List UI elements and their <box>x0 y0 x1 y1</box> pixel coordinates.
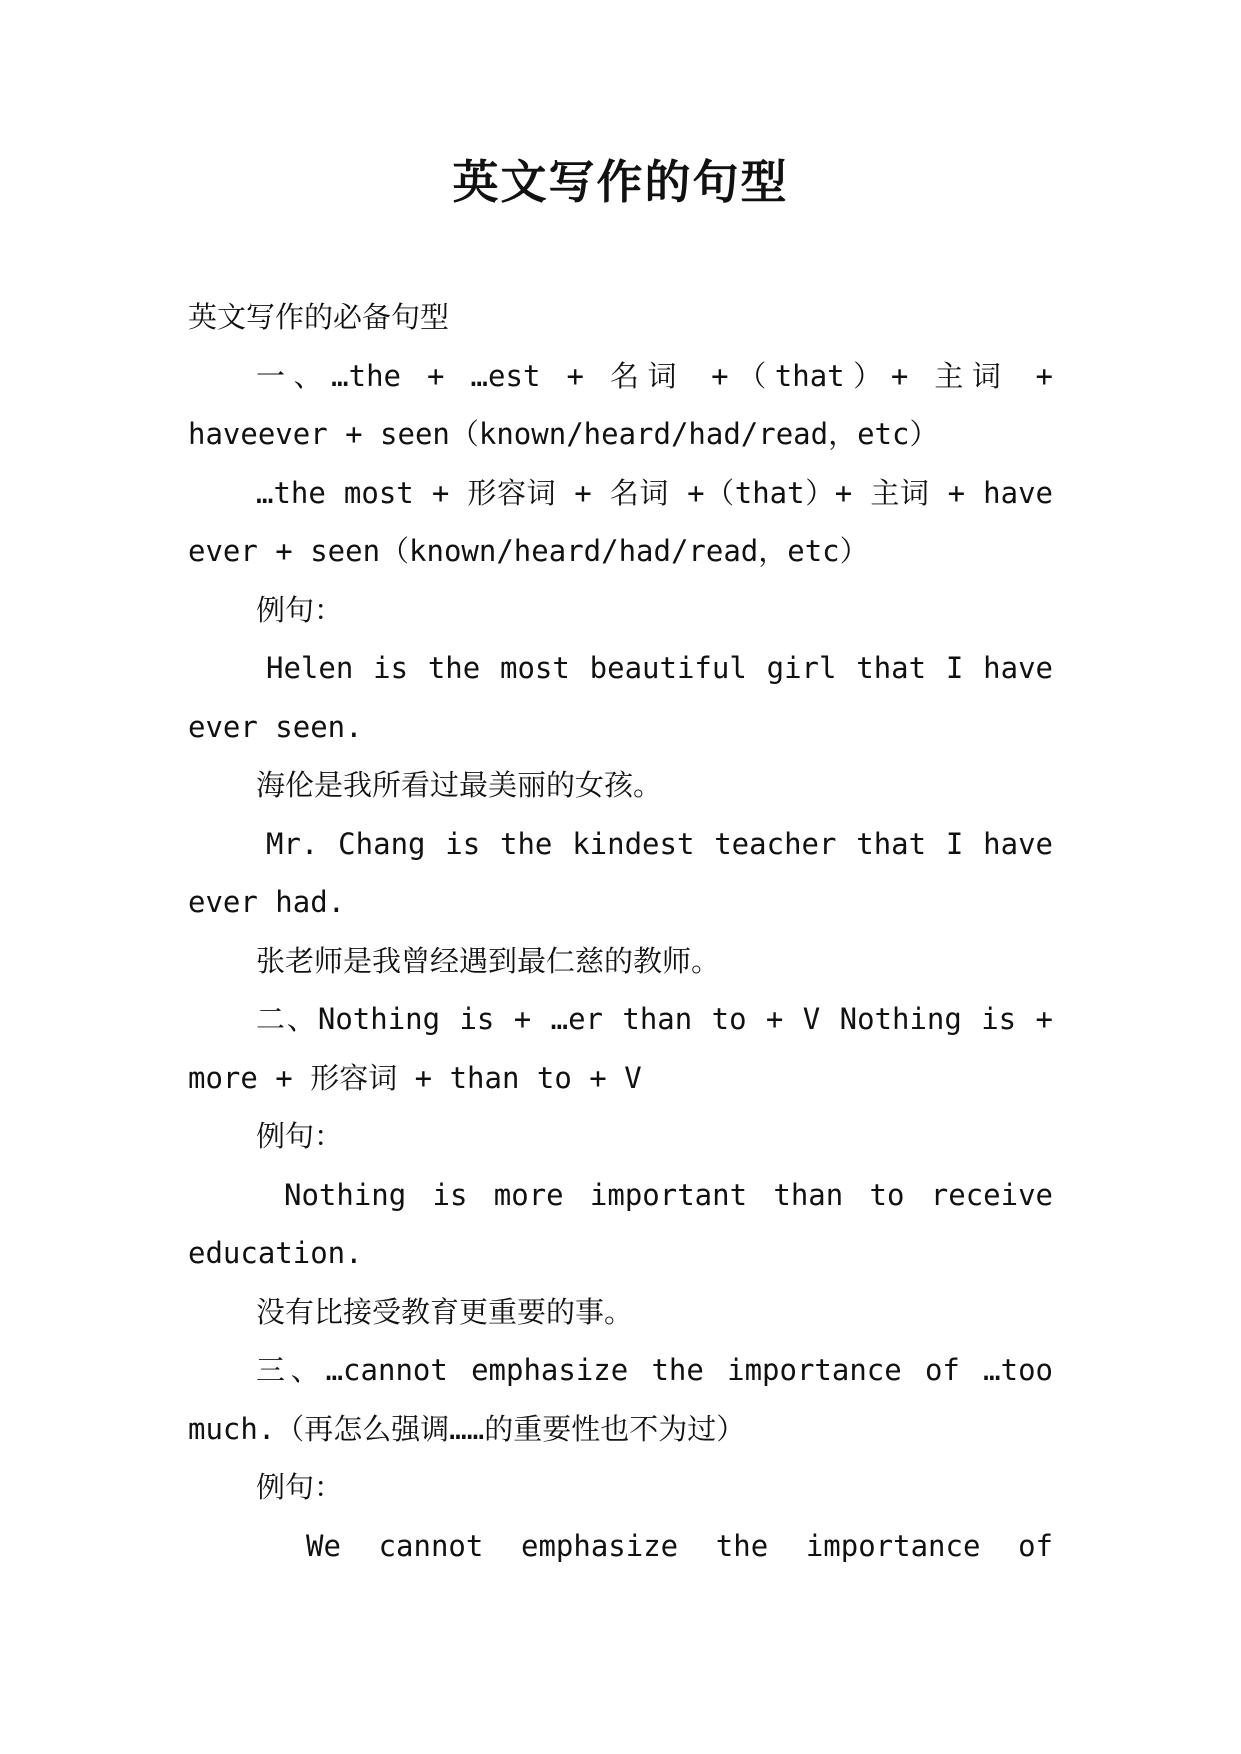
example-translation: 没有比接受教育更重要的事。 <box>256 1294 634 1329</box>
example-label: 例句： <box>256 1119 344 1153</box>
example-label: 例句： <box>256 592 344 627</box>
pattern-two: 二、Nothing is + …er than to + V Nothing is + more + 形容词 + than to + V <box>188 1002 1053 1095</box>
document-title: 英文写作的句型 <box>452 155 789 209</box>
example-sentence: Mr. Chang is the kindest teacher that I have ever had. <box>188 826 1053 919</box>
intro-heading: 英文写作的必备句型 <box>188 300 450 334</box>
example-translation: 张老师是我曾经遇到最仁慈的教师。 <box>256 943 721 978</box>
example-translation: 海伦是我所看过最美丽的女孩。 <box>256 768 663 802</box>
pattern-one-variant: …the most + 形容词 + 名词 +（that）+ 主词 + have ever + seen（known/heard/had/read，etc） <box>188 475 1053 568</box>
example-sentence: Nothing is more important than to receive education. <box>188 1177 1053 1270</box>
pattern-one: 一、…the + …est + 名词 +（that）+ 主词 + haveever + seen（known/heard/had/read，etc） <box>188 358 1053 451</box>
example-sentence: We cannot emphasize the importance of <box>306 1528 1053 1563</box>
pattern-three: 三、…cannot emphasize the importance of …too much.（再怎么强调……的重要性也不为过） <box>188 1353 1053 1446</box>
document-body <box>188 288 1053 1575</box>
example-label: 例句： <box>256 1470 344 1504</box>
example-sentence: Helen is the most beautiful girl that I have ever seen. <box>188 651 1053 744</box>
